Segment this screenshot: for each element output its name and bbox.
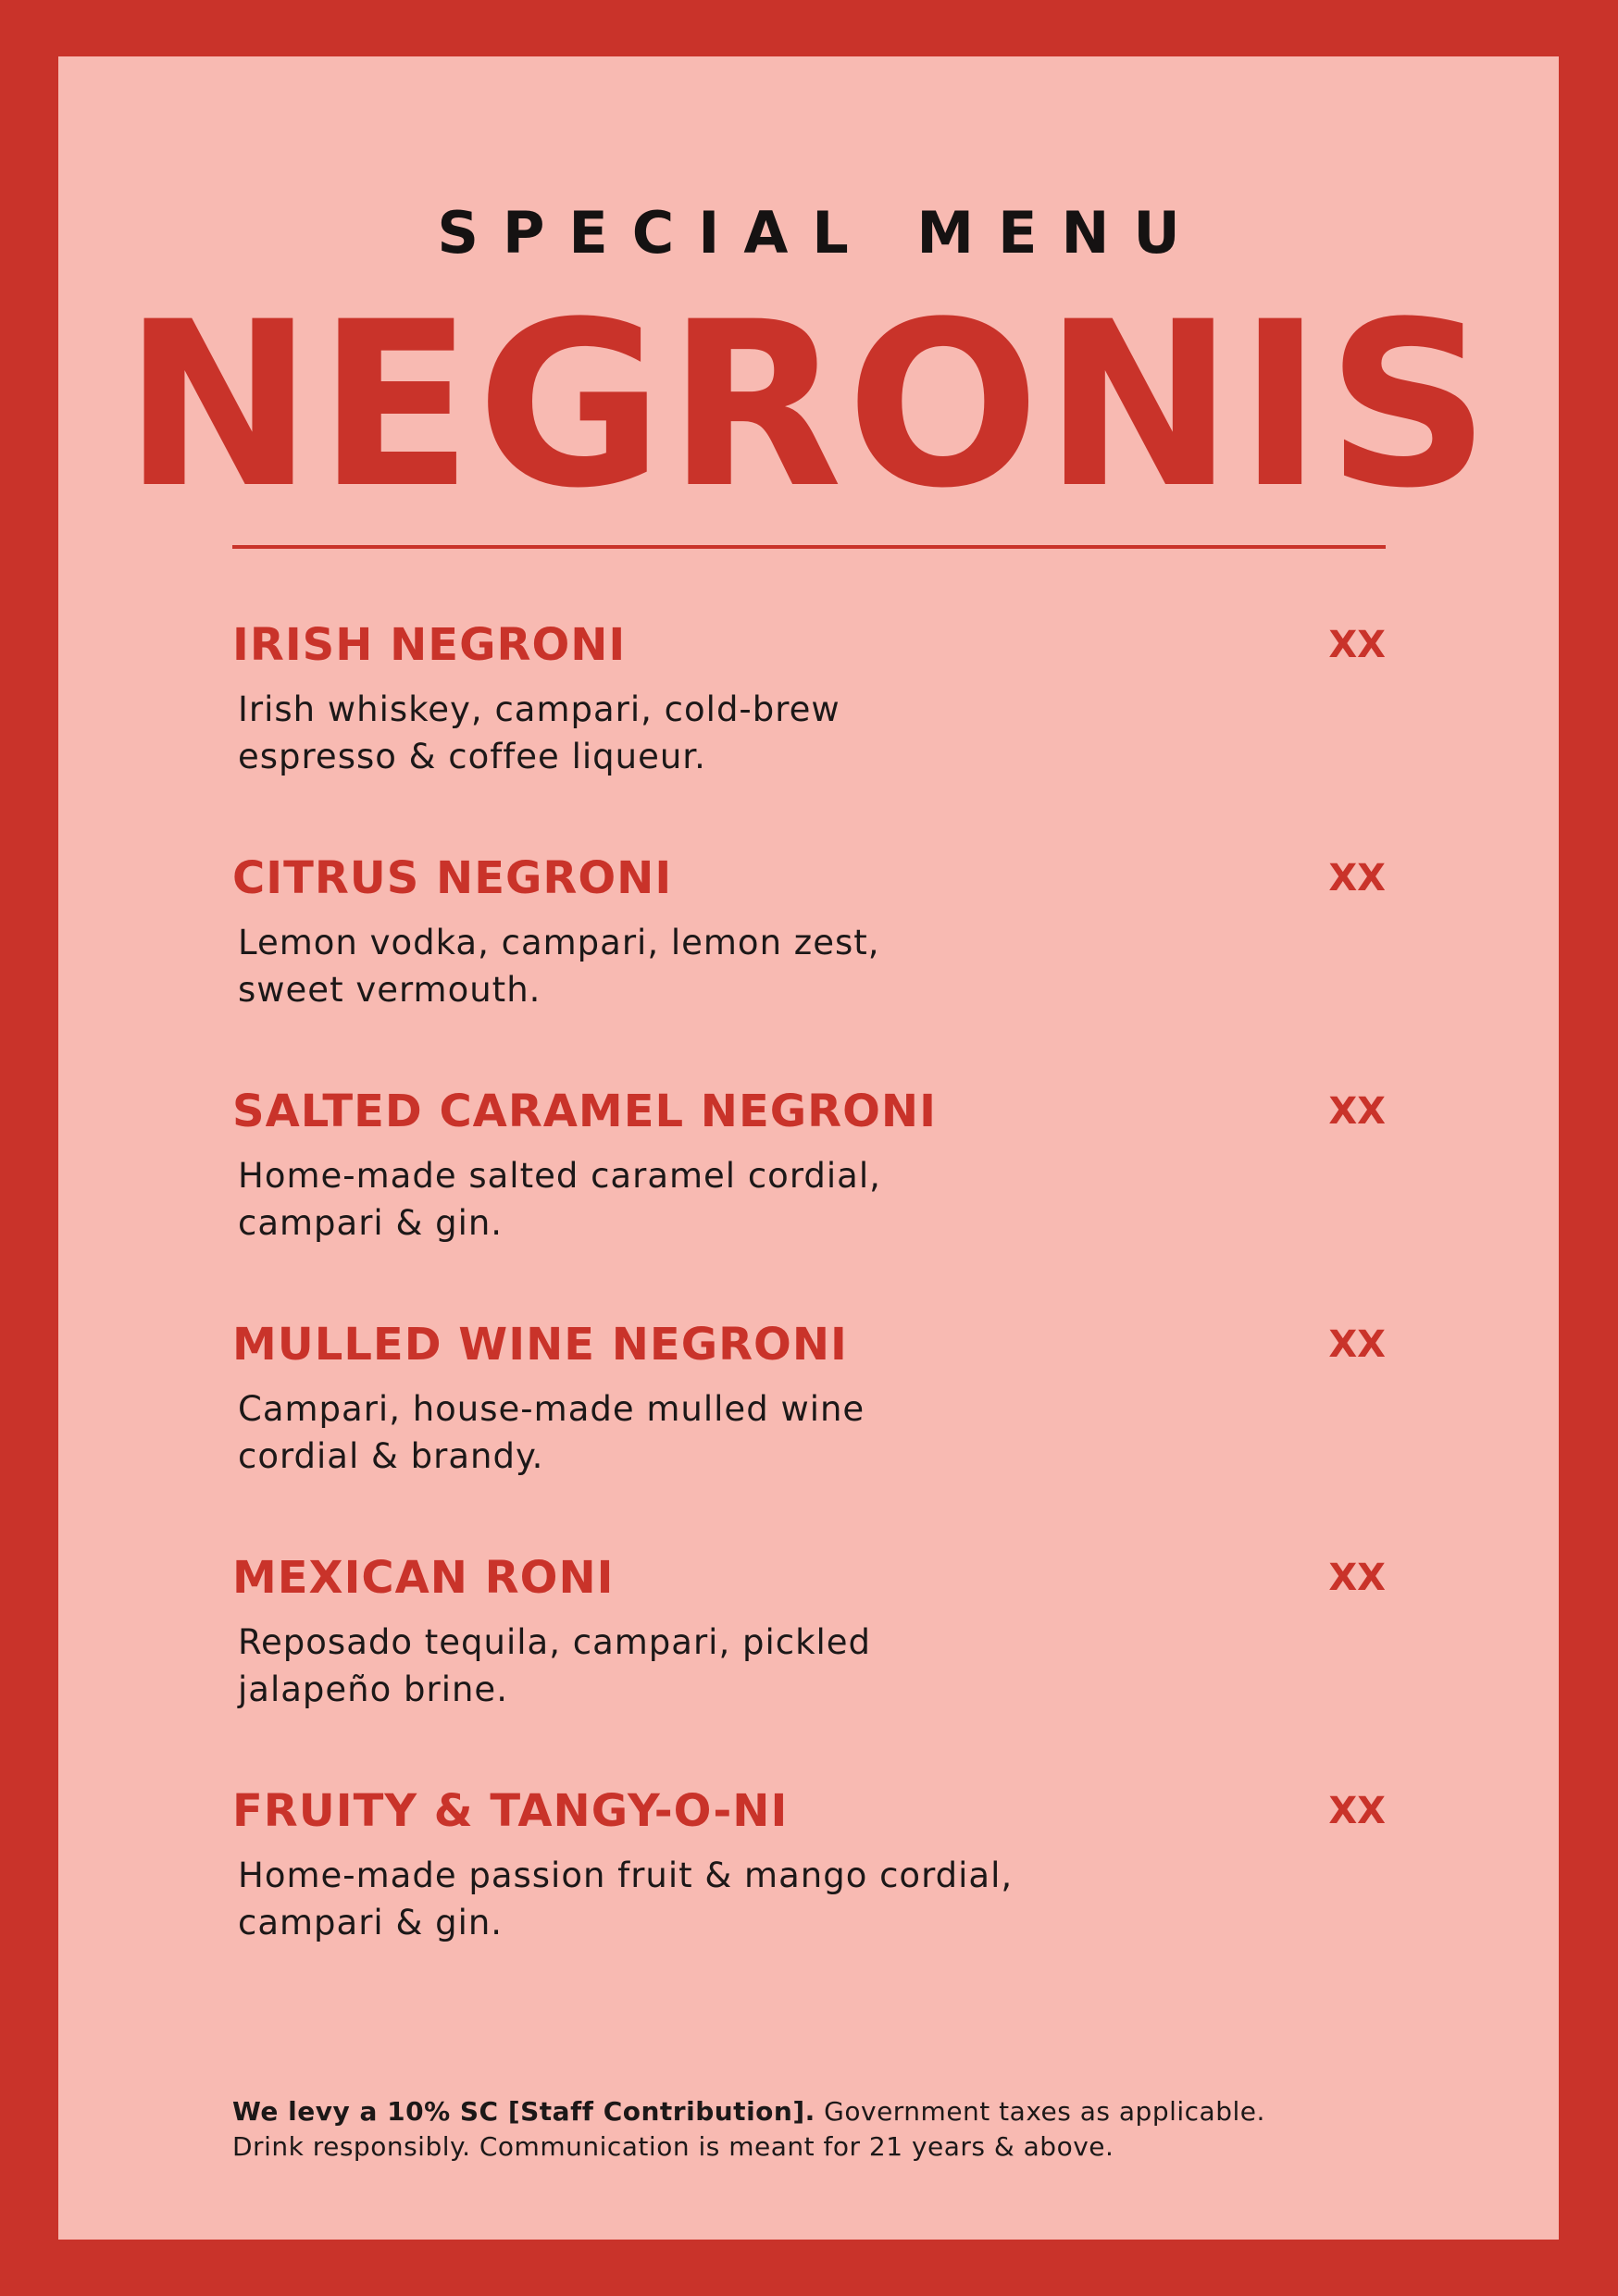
item-price: XX	[1328, 857, 1386, 900]
footer-disclaimer	[232, 2094, 1436, 2165]
item-name: IRISH NEGRONI	[232, 619, 627, 671]
item-price: XX	[1328, 624, 1386, 666]
item-description-line: Irish whiskey, campari, cold-brew	[238, 689, 840, 729]
item-name: FRUITY & TANGY-O-NI	[232, 1785, 789, 1837]
item-description	[238, 1385, 1164, 1480]
item-description	[238, 919, 1164, 1013]
item-description-line: Campari, house-made mulled wine	[238, 1389, 865, 1429]
footer-line-2: Drink responsibly. Communication is meant for 21 years & above.	[232, 2131, 1114, 2162]
footer-taxes: Government taxes as applicable.	[815, 2096, 1265, 2127]
item-price: XX	[1328, 1790, 1386, 1832]
menu-item-citrus-negroni	[232, 852, 1386, 1041]
menu-item-mexican-roni	[232, 1552, 1386, 1741]
item-name: MULLED WINE NEGRONI	[232, 1319, 848, 1371]
item-name: SALTED CARAMEL NEGRONI	[232, 1086, 937, 1137]
footer-service-charge: We levy a 10% SC [Staff Contribution].	[232, 2096, 815, 2127]
menu-title: NEGRONIS	[123, 274, 1494, 539]
item-description-line: espresso & coffee liqueur.	[238, 737, 706, 776]
menu-item-fruity-tangy-o-ni	[232, 1785, 1386, 1974]
menu-item-mulled-wine-negroni	[232, 1319, 1386, 1508]
item-description-line: cordial & brandy.	[238, 1436, 544, 1476]
item-description	[238, 1619, 1164, 1713]
menu-panel	[58, 56, 1559, 2240]
item-description-line: Home-made salted caramel cordial,	[238, 1156, 881, 1196]
item-name: MEXICAN RONI	[232, 1552, 615, 1604]
title-divider	[232, 545, 1386, 549]
item-description-line: campari & gin.	[238, 1903, 504, 1942]
item-description-line: sweet vermouth.	[238, 970, 541, 1010]
item-name: CITRUS NEGRONI	[232, 852, 673, 904]
item-description-line: campari & gin.	[238, 1203, 504, 1243]
item-description-line: jalapeño brine.	[238, 1669, 508, 1709]
item-description-line: Home-made passion fruit & mango cordial,	[238, 1855, 1014, 1895]
item-price: XX	[1328, 1323, 1386, 1366]
item-description-line: Reposado tequila, campari, pickled	[238, 1622, 872, 1662]
menu-item-irish-negroni	[232, 619, 1386, 808]
menu-kicker: SPECIAL MENU	[437, 199, 1204, 267]
item-description	[238, 1152, 1164, 1247]
item-description-line: Lemon vodka, campari, lemon zest,	[238, 923, 880, 962]
item-description	[238, 1852, 1164, 1946]
menu-item-salted-caramel-negroni	[232, 1086, 1386, 1274]
footer-line-1	[232, 2094, 1436, 2129]
item-price: XX	[1328, 1090, 1386, 1133]
item-description	[238, 686, 1164, 780]
item-price: XX	[1328, 1557, 1386, 1599]
